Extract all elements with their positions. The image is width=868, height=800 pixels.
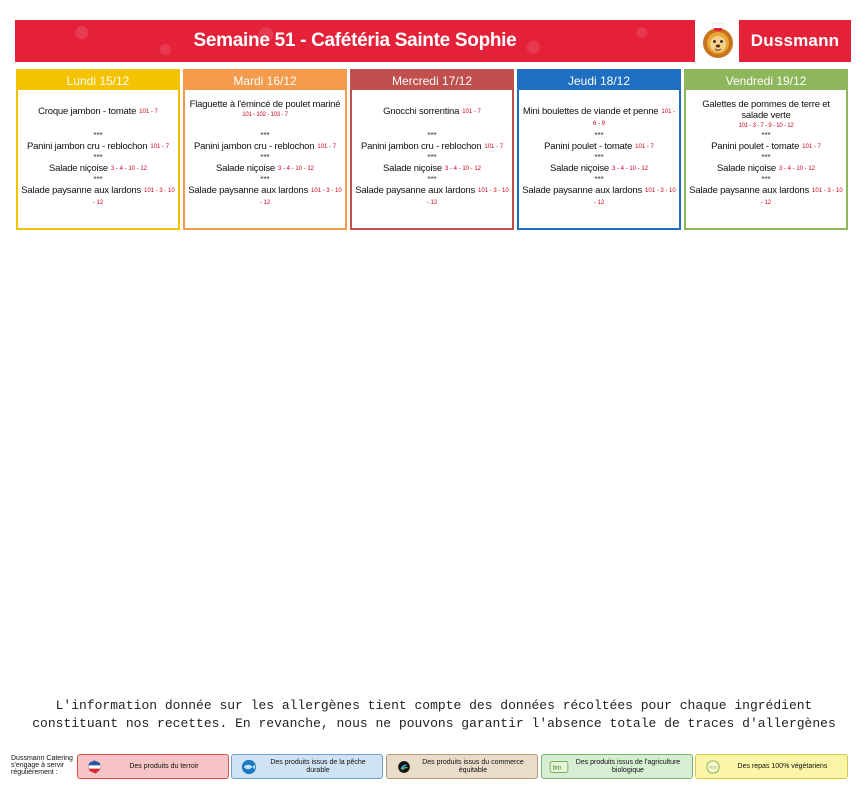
day-dishes: [352, 106, 512, 209]
day-header: Jeudi 18/12: [519, 71, 679, 90]
day-column: [16, 69, 180, 230]
legend-item: [695, 754, 848, 779]
dish-separator: ***: [594, 153, 604, 162]
allergen-codes: 3 - 4 - 10 - 12: [444, 166, 482, 172]
allergen-codes: 101 - 3 - 7 - 9 - 10 - 12: [738, 123, 794, 129]
dish-item: [521, 185, 677, 209]
dish-name: Salade paysanne aux lardons: [355, 185, 476, 196]
day-column: [350, 69, 514, 230]
dish-name: Flaguette à l'émincé de poulet mariné: [189, 99, 341, 110]
allergen-codes: 101 - 7: [139, 109, 158, 115]
dish-name: Croque jambon - tomate: [38, 106, 137, 117]
legend-item: [386, 754, 538, 779]
allergen-disclaimer: [0, 697, 868, 733]
svg-text:bio: bio: [552, 764, 562, 772]
disclaimer-line-1: L'information donnée sur les allergènes tient compte des données récoltées pour chaque ingrédient: [55, 698, 813, 713]
allergen-codes: 101 - 7: [484, 144, 504, 150]
legend-label: Des produits du terroir: [129, 762, 199, 770]
dish-item: [20, 163, 176, 175]
day-header: Mardi 16/12: [185, 71, 345, 90]
day-dishes: [686, 99, 846, 209]
page-title: Semaine 51 - Cafétéria Sainte Sophie: [193, 30, 517, 51]
dish-name: Salade paysanne aux lardons: [689, 185, 810, 196]
dish-item: [187, 163, 343, 175]
veggie-icon: [702, 758, 724, 776]
dish-name: Panini jambon cru - reblochon: [193, 141, 315, 152]
dish-item: [187, 185, 343, 209]
day-dishes: [185, 99, 345, 209]
allergen-codes: 101 - 6 - 9: [592, 109, 676, 127]
dish-separator: ***: [761, 153, 771, 162]
dish-name: Salade niçoise: [549, 163, 609, 174]
allergen-codes: 101 - 7: [802, 144, 821, 150]
allergen-codes: 3 - 4 - 10 - 12: [778, 166, 816, 172]
dish-item: [20, 185, 176, 209]
dish-separator: ***: [260, 131, 270, 140]
brand-logo: Dussmann: [739, 20, 851, 62]
dish-name: Salade paysanne aux lardons: [188, 185, 309, 196]
day-header: Lundi 15/12: [18, 71, 178, 90]
dish-separator: ***: [93, 175, 103, 184]
day-column: [517, 69, 681, 230]
legend-item: [541, 754, 693, 779]
dish-item: [354, 163, 510, 175]
dish-separator: ***: [761, 131, 771, 140]
dish-name: Salade paysanne aux lardons: [21, 185, 142, 196]
legend-intro: Dussmann Catering s'engage à servir régulièrement :: [11, 755, 73, 776]
legend-item: [231, 754, 383, 779]
dish-item: [187, 141, 343, 153]
dish-separator: ***: [260, 153, 270, 162]
dish-name: Panini poulet - tomate: [711, 141, 800, 152]
dish-item: [20, 106, 176, 131]
allergen-codes: 101 - 3 - 10 - 12: [760, 188, 843, 206]
legend-label: Des produits issus de l'agriculture biologique: [575, 758, 681, 774]
france-map-icon: [84, 758, 106, 776]
dish-item: [354, 185, 510, 209]
dish-name: Salade niçoise: [48, 163, 108, 174]
day-column: [183, 69, 347, 230]
dish-item: [187, 99, 343, 131]
allergen-codes: 3 - 4 - 10 - 12: [611, 166, 649, 172]
dish-name: Salade paysanne aux lardons: [522, 185, 643, 196]
legend-label: Des produits issus de la pêche durable: [270, 758, 366, 774]
legend-label: Des produits issus du commerce équitable: [422, 758, 524, 774]
lion-mascot-icon: [700, 22, 736, 60]
dish-separator: ***: [260, 175, 270, 184]
dish-separator: ***: [594, 175, 604, 184]
dish-name: Salade niçoise: [215, 163, 275, 174]
dish-item: [521, 163, 677, 175]
dish-separator: ***: [93, 131, 103, 140]
dish-item: [354, 141, 510, 153]
allergen-codes: 101 - 7: [150, 144, 170, 150]
dish-name: Gnocchi sorrentina: [383, 106, 460, 117]
day-dishes: [18, 106, 178, 209]
allergen-codes: 3 - 4 - 10 - 12: [110, 166, 148, 172]
header-banner: [15, 20, 851, 62]
disclaimer-line-2: constituant nos recettes. En revanche, nous ne pouvons garantir l'absence totale de traces d'allergènes: [32, 716, 836, 731]
allergen-codes: 101 - 7: [462, 109, 481, 115]
dish-item: [688, 185, 844, 209]
allergen-codes: 101 - 3 - 10 - 12: [259, 188, 342, 206]
day-column: [684, 69, 848, 230]
legend-item: [77, 754, 229, 779]
allergen-codes: 101 - 7: [317, 144, 337, 150]
day-dishes: [519, 106, 679, 209]
allergen-codes: 101 - 3 - 10 - 12: [92, 188, 175, 206]
fish-icon: [238, 758, 260, 776]
dish-item: [20, 141, 176, 153]
legend-label: Des repas 100% végétariens: [737, 762, 828, 770]
dish-name: Galettes de pommes de terre et salade verte: [702, 99, 830, 121]
dish-item: [688, 163, 844, 175]
organic-icon: [548, 758, 570, 776]
allergen-codes: 101 - 7: [635, 144, 654, 150]
dish-separator: ***: [93, 153, 103, 162]
day-header: Vendredi 19/12: [686, 71, 846, 90]
dish-name: Salade niçoise: [716, 163, 776, 174]
dish-name: Panini jambon cru - reblochon: [360, 141, 482, 152]
allergen-codes: 101 - 3 - 10 - 12: [426, 188, 509, 206]
dish-item: [688, 141, 844, 153]
dish-name: Salade niçoise: [382, 163, 442, 174]
svg-text:VEG: VEG: [708, 765, 717, 770]
dish-item: [354, 106, 510, 131]
dish-item: [521, 141, 677, 153]
allergen-codes: 101 - 3 - 10 - 12: [593, 188, 676, 206]
allergen-codes: 101 - 102 - 103 - 7: [242, 112, 288, 118]
fairtrade-icon: [393, 758, 415, 776]
dish-name: Mini boulettes de viande et penne: [522, 106, 659, 117]
dish-separator: ***: [761, 175, 771, 184]
dish-separator: ***: [594, 131, 604, 140]
allergen-codes: 3 - 4 - 10 - 12: [277, 166, 315, 172]
dish-item: [521, 106, 677, 131]
logo-area: [695, 20, 851, 62]
dish-separator: ***: [427, 175, 437, 184]
dish-item: [688, 99, 844, 131]
day-header: Mercredi 17/12: [352, 71, 512, 90]
dish-name: Panini jambon cru - reblochon: [26, 141, 148, 152]
dish-separator: ***: [427, 153, 437, 162]
dish-separator: ***: [427, 131, 437, 140]
dish-name: Panini poulet - tomate: [544, 141, 633, 152]
